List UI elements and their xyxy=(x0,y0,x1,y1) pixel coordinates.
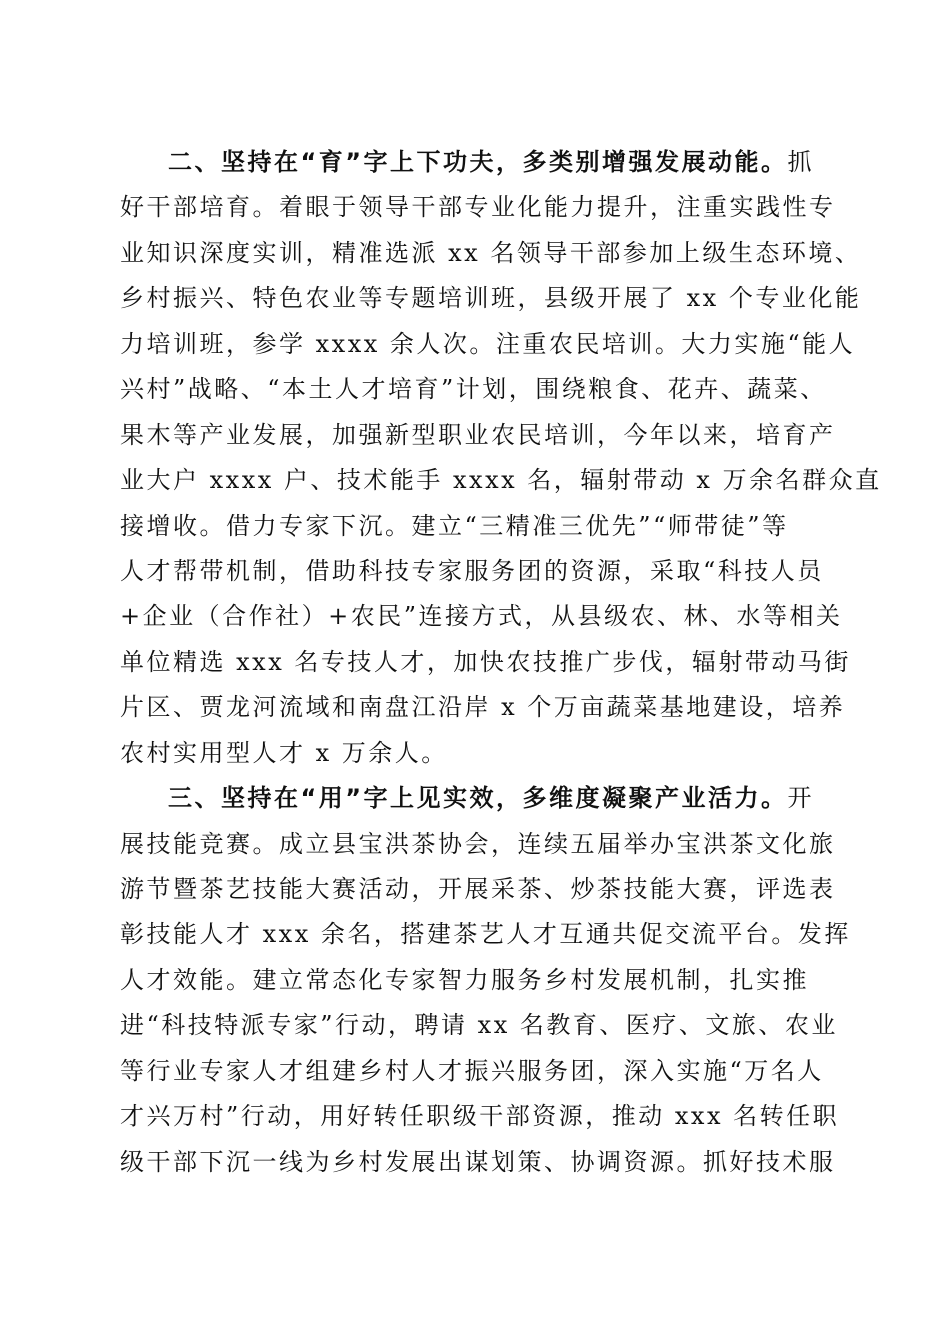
paragraph-1-line: 果木等产业发展，加强新型职业农民培训，今年以来，培育产 xyxy=(120,420,836,449)
paragraph-2-line: 人才效能。建立常态化专家智力服务乡村发展机制，扎实推 xyxy=(120,965,809,994)
paragraph-2-line: 展技能竞赛。成立县宝洪茶协会，连续五届举办宝洪茶文化旅 xyxy=(120,829,836,858)
paragraph-1-heading: 二、坚持在“育”字上下功夫，多类别增强发展动能。 xyxy=(168,148,788,176)
paragraph-1-text: 抓 xyxy=(787,148,815,176)
paragraph-1-line: 人才帮带机制，借助科技专家服务团的资源，采取“科技人员 xyxy=(120,556,824,585)
paragraph-1-line: 农村实用型人才 x 万余人。 xyxy=(120,738,448,767)
paragraph-2-line: 进“科技特派专家”行动，聘请 xx 名教育、医疗、文旅、农业 xyxy=(120,1011,838,1040)
paragraph-1-line: 兴村”战略、“本土人才培育”计划，围绕粮食、花卉、蔬菜、 xyxy=(120,375,827,404)
paragraph-2-line: 级干部下沉一线为乡村发展出谋划策、协调资源。抓好技术服 xyxy=(120,1147,836,1176)
paragraph-1-line: 好干部培育。着眼于领导干部专业化能力提升，注重实践性专 xyxy=(120,193,836,222)
paragraph-2-line: 游节暨茶艺技能大赛活动，开展采茶、炒茶技能大赛，评选表 xyxy=(120,875,836,903)
paragraph-2-line: 彰技能人才 xxx 余名，搭建茶艺人才互通共促交流平台。发挥 xyxy=(120,920,851,949)
paragraph-2-text: 开 xyxy=(787,784,815,813)
paragraph-1-line: 业知识深度实训，精准选派 xx 名领导干部参加上级生态环境、 xyxy=(120,238,862,267)
paragraph-1-line: 力培训班，参学 xxxx 余人次。注重农民培训。大力实施“能人 xyxy=(120,329,856,358)
paragraph-1-line: 业大户 xxxx 户、技术能手 xxxx 名，辐射带动 x 万余名群众直 xyxy=(120,466,882,495)
paragraph-1-first-line xyxy=(120,140,840,185)
paragraph-1-line: +企业（合作社）+农民”连接方式，从县级农、林、水等相关 xyxy=(120,602,843,631)
paragraph-1-line: 接增收。借力专家下沉。建立“三精准三优先”“师带徒”等 xyxy=(120,511,789,540)
paragraph-1-line: 乡村振兴、特色农业等专题培训班，县级开展了 xx 个专业化能 xyxy=(120,284,862,313)
paragraph-2-line: 才兴万村”行动，用好转任职级干部资源，推动 xxx 名转任职 xyxy=(120,1102,840,1131)
paragraph-2-line: 等行业专家人才组建乡村人才振兴服务团，深入实施“万名人 xyxy=(120,1056,824,1085)
paragraph-1-line: 片区、贾龙河流域和南盘江沿岸 x 个万亩蔬菜基地建设，培养 xyxy=(120,693,846,722)
paragraph-2-heading: 三、坚持在“用”字上见实效，多维度凝聚产业活力。 xyxy=(168,784,788,813)
paragraph-2-first-line xyxy=(120,776,840,821)
paragraph-1-line: 单位精选 xxx 名专技人才，加快农技推广步伐，辐射带动马街 xyxy=(120,647,851,676)
document-body xyxy=(120,140,882,1185)
